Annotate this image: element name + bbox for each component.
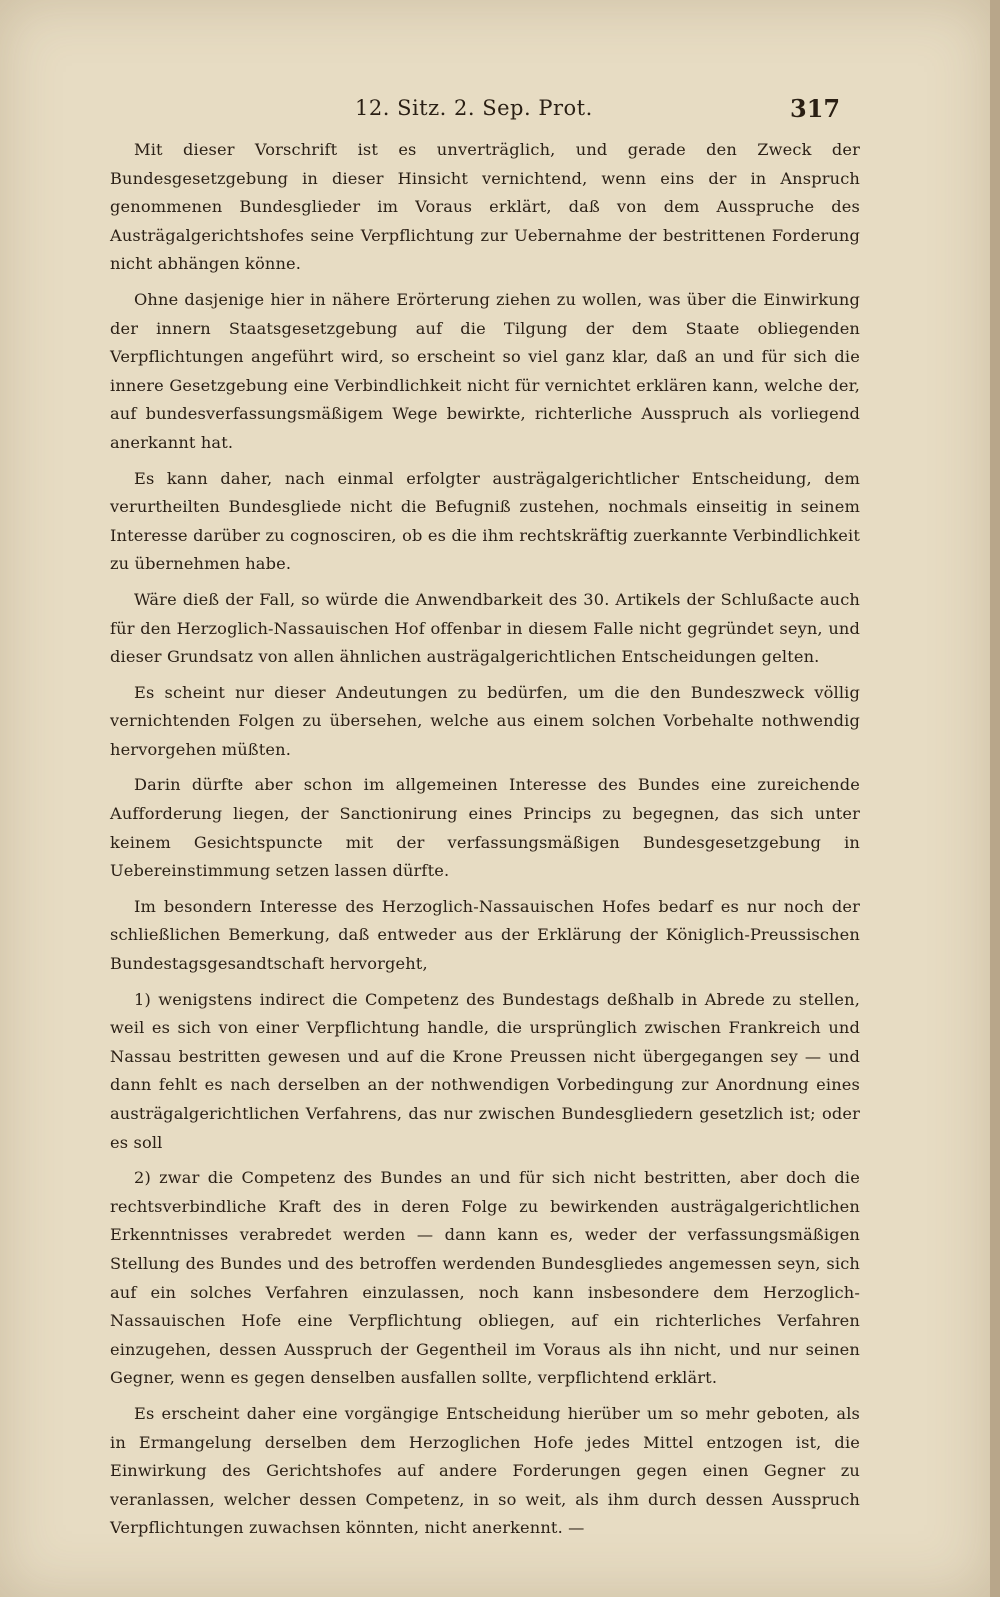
running-title: 12. Sitz. 2. Sep. Prot. (355, 96, 593, 120)
page-edge (990, 0, 1000, 1597)
paragraph-7: Im besondern Interesse des Herzoglich-Nassauischen Hofes bedarf es nur noch der schließlichen Bemerkung, daß entweder aus der Erklärung der Königlich-Preussischen Bundestagsgesandtschaft hervorgeht, (110, 896, 860, 974)
paragraph-8: 1) wenigstens indirect die Competenz des Bundestags deßhalb in Abrede zu stellen, weil es sich von einer Verpflichtung handle, die ursprünglich zwischen Frankreich und Nassau bestritten gewesen und auf die Krone Preussen nicht übergegangen sey — und dann fehlt es nach derselben an der nothwendigen Vorbedingung zur Anordnung eines austrägalgerichtlichen Verfahrens, das nur zwischen Bundesgliedern gesetzlich ist; oder es soll (110, 989, 860, 1152)
paragraph-6: Darin dürfte aber schon im allgemeinen Interesse des Bundes eine zureichende Aufforderung liegen, der Sanctionirung eines Princips zu begegnen, das sich unter keinem Gesichtspuncte mit der verfassungsmäßigen Bundesgesetzgebung in Uebereinstimmung setzen lassen dürfte. (110, 775, 860, 881)
paragraph-5: Es scheint nur dieser Andeutungen zu bedürfen, um die den Bundeszweck völlig vernichtenden Folgen zu übersehen, welche aus einem solchen Vorbehalte nothwendig hervorgehen müßten. (110, 682, 860, 759)
page-header (0, 96, 990, 130)
paragraph-9: 2) zwar die Competenz des Bundes an und für sich nicht bestritten, aber doch die rechtsverbindliche Kraft des in deren Folge zu bewirkenden austrägalgerichtlichen Erkenntnisses verabredet werden — dann kann es, weder der verfassungsmäßigen Stellung des Bundes und des betroffen werdenden Bundesgliedes angemessen seyn, sich auf ein solches Verfahren einzulassen, noch kann insbesondere dem Herzoglich-Nassauischen Hofe eine Verpflichtung obliegen, auf ein richterliches Verfahren einzugehen, dessen Ausspruch der Gegentheil im Voraus als ihn nicht, und nur seinen Gegner, wenn es gegen denselben ausfallen sollte, verpflichtend erklärt. (110, 1168, 860, 1388)
paragraph-10: Es erscheint daher eine vorgängige Entscheidung hierüber um so mehr geboten, als in Ermangelung derselben dem Herzoglichen Hofe jedes Mittel entzogen ist, die Einwirkung des Gerichtshofes auf andere Forderungen gegen einen Gegner zu veranlassen, welcher dessen Competenz, in so weit, als ihm durch dessen Ausspruch Verpflichtungen zuwachsen könnten, nicht anerkennt. — (110, 1403, 860, 1538)
paragraph-4: Wäre dieß der Fall, so würde die Anwendbarkeit des 30. Artikels der Schlußacte auch für den Herzoglich-Nassauischen Hof offenbar in diesem Falle nicht gegründet seyn, und dieser Grundsatz von allen ähnlichen austrägalgerichtlichen Entscheidungen gelten. (110, 589, 860, 667)
paragraph-3: Es kann daher, nach einmal erfolgter austrägalgerichtlicher Entscheidung, dem verurtheilten Bundesgliede nicht die Befugniß zustehen, nochmals einseitig in seinem Interesse darüber zu cognosciren, ob es die ihm rechtskräftig zuerkannte Verbindlichkeit zu übernehmen habe. (110, 468, 860, 574)
page-number: 317 (790, 94, 841, 123)
body-text (110, 136, 860, 1550)
paragraph-1: Mit dieser Vorschrift ist es unverträglich, und gerade den Zweck der Bundesgesetzgebung in dieser Hinsicht vernichtend, wenn eins der in Anspruch genommenen Bundesglieder im Voraus erklärt, daß von dem Ausspruche des Austrägalgerichtshofes seine Verpflichtung zur Uebernahme der bestrittenen Forderung nicht abhängen könne. (110, 140, 860, 274)
paragraph-2: Ohne dasjenige hier in nähere Erörterung ziehen zu wollen, was über die Einwirkung der innern Staatsgesetzgebung auf die Tilgung der dem Staate obliegenden Verpflichtungen angeführt wird, so erscheint so viel ganz klar, daß an und für sich die innere Gesetzgebung eine Verbindlichkeit nicht für vernichtet erklären kann, welche der, auf bundesverfassungsmäßigem Wege bewirkte, richterliche Ausspruch als vorliegend anerkannt hat. (110, 289, 860, 452)
